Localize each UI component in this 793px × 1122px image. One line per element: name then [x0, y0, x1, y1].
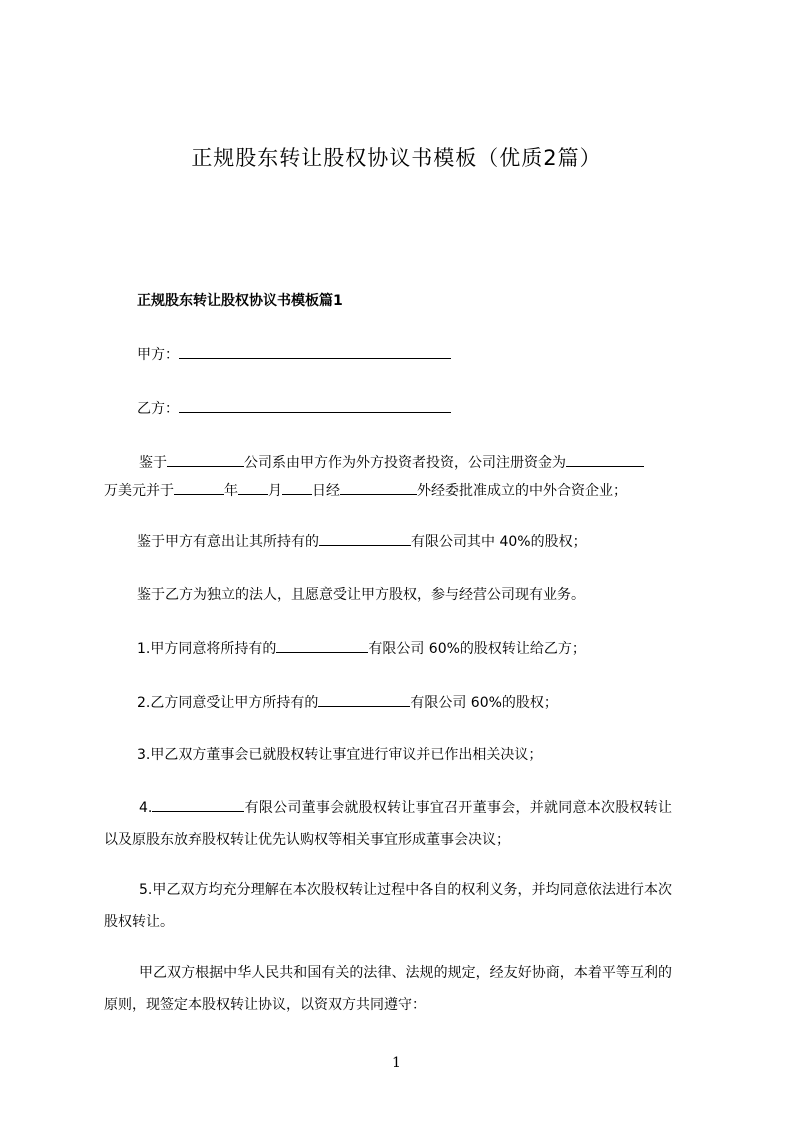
- p1-text-a: 鉴于: [139, 455, 167, 471]
- party-b-blank: [179, 398, 451, 413]
- party-b-line: [137, 398, 451, 419]
- paragraph-3: 鉴于乙方为独立的法人，且愿意受让甲方股权，参与经营公司现有业务。: [137, 587, 585, 603]
- paragraph-2: [137, 531, 587, 552]
- p1-text-f: 日经: [312, 483, 340, 499]
- p1-text-e: 月: [268, 483, 282, 499]
- party-a-label: 甲方：: [137, 347, 179, 363]
- party-a-blank: [179, 344, 451, 359]
- p2-text-b: 有限公司其中 40%的股权；: [411, 534, 587, 550]
- closing-paragraph: 甲乙双方根据中华人民共和国有关的法律、法规的规定，经友好协商，本着平等互利的原则，现签定本股权转让协议，以资双方共同遵守：: [104, 965, 672, 1013]
- p1-text-b: 公司系由甲方作为外方投资者投资，公司注册资金为: [244, 455, 566, 471]
- item-4: [104, 792, 672, 856]
- party-a-line: [137, 344, 451, 365]
- p2-blank-company: [319, 531, 411, 546]
- item2-blank-company: [318, 692, 410, 707]
- item-2: [137, 692, 558, 713]
- p1-blank-year: [174, 480, 224, 495]
- p2-text-a: 鉴于甲方有意出让其所持有的: [137, 534, 319, 550]
- item-1: [137, 638, 586, 659]
- item4-text-b: 有限公司董事会就股权转让事宜召开董事会，并就同意本次股权转让以及原股东放弃股权转让优先认购权等相关事宜形成董事会决议；: [104, 800, 672, 848]
- item-3: 3.甲乙双方董事会已就股权转让事宜进行审议并已作出相关决议；: [137, 747, 543, 763]
- document-title: 正规股东转让股权协议书模板（优质2篇）: [191, 146, 602, 170]
- item4-blank-company: [152, 797, 244, 812]
- paragraph-1-line-2: [104, 480, 627, 501]
- item1-text-a: 1.甲方同意将所持有的: [137, 641, 277, 657]
- p1-blank-day: [282, 480, 312, 495]
- item2-text-b: 有限公司 60%的股权；: [410, 695, 558, 711]
- party-b-label: 乙方：: [137, 401, 179, 417]
- item1-text-b: 有限公司 60%的股权转让给乙方；: [368, 641, 586, 657]
- p1-text-g: 外经委批准成立的中外合资企业；: [417, 483, 627, 499]
- paragraph-1-line-1: [139, 452, 644, 473]
- p1-blank-month: [238, 480, 268, 495]
- item-5: 5.甲乙双方均充分理解在本次股权转让过程中各自的权利义务，并均同意依法进行本次股权转让。: [104, 882, 672, 930]
- item4-text-a: 4.: [139, 800, 153, 816]
- p1-blank-company: [167, 452, 244, 467]
- p1-text-c: 万美元并于: [104, 483, 174, 499]
- p1-text-d: 年: [224, 483, 238, 499]
- p1-blank-capital: [566, 452, 644, 467]
- page-number: 1: [392, 1055, 401, 1071]
- section-title: 正规股东转让股权协议书模板篇1: [137, 293, 343, 309]
- item2-text-a: 2.乙方同意受让甲方所持有的: [137, 695, 319, 711]
- item1-blank-company: [276, 638, 368, 653]
- p1-blank-bureau: [340, 480, 417, 495]
